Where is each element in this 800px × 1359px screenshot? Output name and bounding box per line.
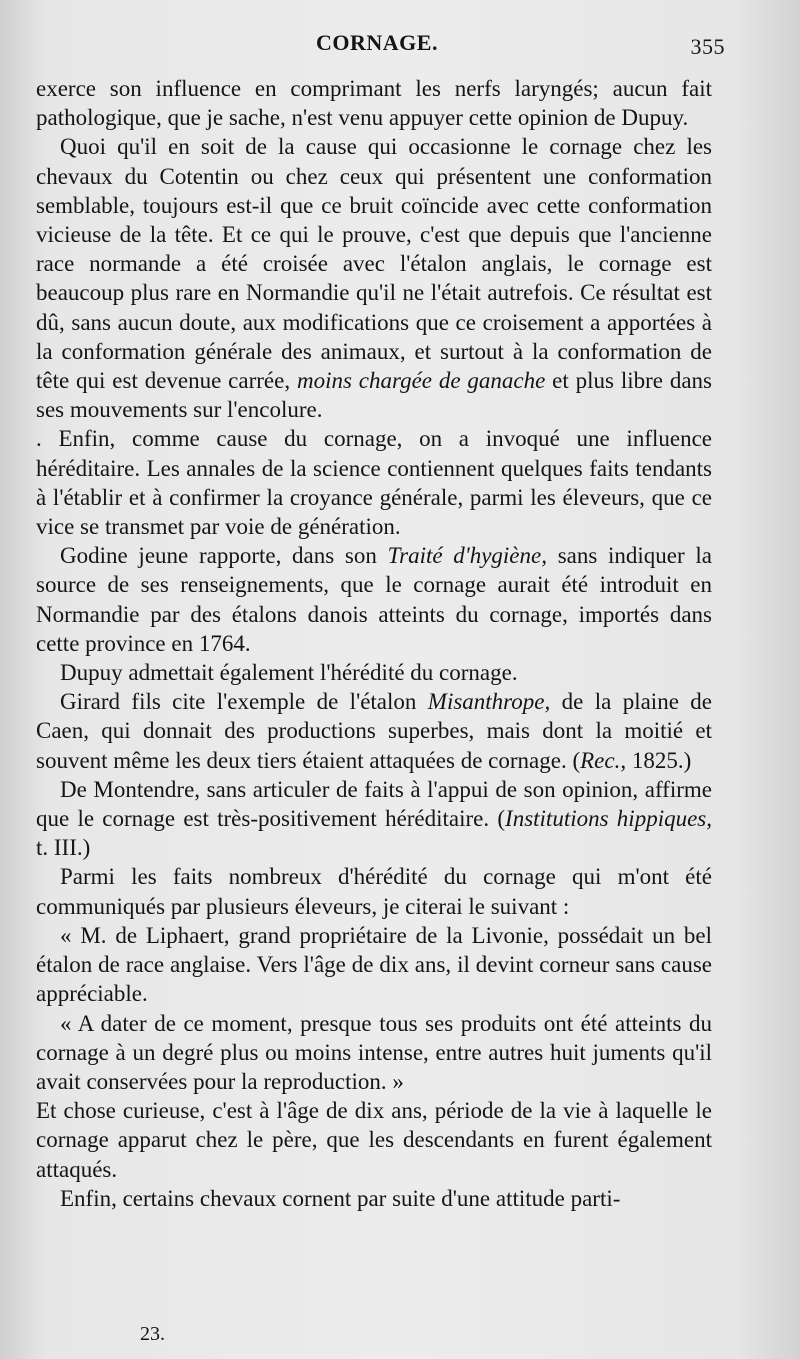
italic-horse-name: Misanthrope, <box>427 689 551 715</box>
italic-book-title: Institutions hippiques, <box>505 806 712 832</box>
paragraph-9: « M. de Liphaert, grand propriétaire de la Livonie, possédait un bel étalon de race anglaise. Vers l'âge de dix ans, il devint corneur sans cause appréciable. <box>36 922 712 1007</box>
running-title: CORNAGE. <box>316 30 438 55</box>
paragraph-3: . Enfin, comme cause du cornage, on a invoqué une influence héréditaire. Les annales de la science contiennent quelques faits tendants à l'établir et à confirmer la croyance générale, parmi les éleveurs, que ce vice se transmet par voie de génération. <box>36 426 712 540</box>
paragraph-11: Et chose curieuse, c'est à l'âge de dix ans, période de la vie à laquelle le cornage apparut chez le père, que les descendants en furent également attaqués. <box>36 1098 712 1182</box>
paragraph-1: exerce son influence en comprimant les nerfs laryngés; aucun fait pathologique, que je sache, n'est venu appuyer cette opinion de Dupuy. <box>36 76 712 131</box>
paragraph-12: Enfin, certains chevaux cornent par suite d'une attitude parti- <box>60 1185 621 1211</box>
signature-mark: 23. <box>140 1323 165 1345</box>
paragraph-5: Dupuy admettait également l'hérédité du cornage. <box>60 660 518 686</box>
paragraph-4: Godine jeune rapporte, dans son Traité d'hygiène, sans indiquer la source de ses renseignements, que le cornage aurait été introduit en Normandie par des étalons danois atteints du cornage, importés dans cette province en 1764. <box>36 543 712 656</box>
paragraph-6: Girard fils cite l'exemple de l'étalon Misanthrope, de la plaine de Caen, qui donnait des productions superbes, mais dont la moitié et souvent même les deux tiers étaient attaquées de cornage. (Rec., 1825.) <box>36 689 712 773</box>
paragraph-2: Quoi qu'il en soit de la cause qui occasionne le cornage chez les chevaux du Cotentin ou chez ceux qui présentent une conformation semblable, toujours est-il que ce bruit coïncide avec cette conformation vicieuse de la tête. Et ce qui le prouve, c'est que depuis que l'ancienne race normande a été croisée avec l'étalon anglais, le cornage est beaucoup plus rare en Normandie qu'il ne l'était autrefois. Ce résultat est dû, sans aucun doute, aux modifications que ce croisement a apportées à la conformation générale des animaux, et surtout à la conformation de tête qui est devenue carrée, moins chargée de ganache et plus libre dans ses mouvements sur l'encolure. <box>36 134 712 423</box>
page-number: 355 <box>690 34 725 59</box>
body-text <box>36 74 712 1213</box>
page-header <box>36 30 725 62</box>
paragraph-7: De Montendre, sans articuler de faits à l'appui de son opinion, affirme que le cornage est très-positivement héréditaire. (Institutions hippiques, t. III.) <box>36 776 712 861</box>
italic-title: Traité d'hygiène, <box>387 543 547 569</box>
italic-ref: Rec. <box>580 747 621 773</box>
italic-phrase: moins chargée de ganache <box>296 368 546 394</box>
paragraph-8: Parmi les faits nombreux d'hérédité du cornage qui m'ont été communiqués par plusieurs éleveurs, je citerai le suivant : <box>36 864 712 919</box>
paragraph-10: « A dater de ce moment, presque tous ses produits ont été atteints du cornage à un degré plus ou moins intense, entre autres huit juments qu'il avait conservées pour la reproduction. » <box>36 1010 712 1094</box>
